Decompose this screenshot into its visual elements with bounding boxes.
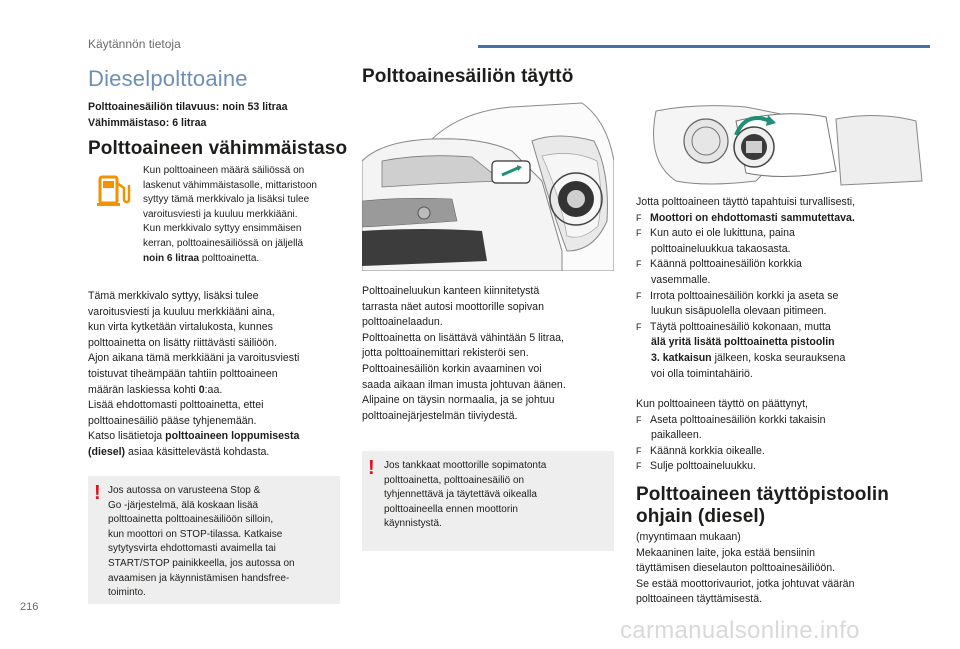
step-text: Käännä korkkia oikealle. xyxy=(650,444,765,457)
bullet-icon: F xyxy=(636,290,642,301)
misfuel-paragraph xyxy=(636,530,854,608)
text-line: sytytysvirta ehdottomasti avaimella tai xyxy=(108,543,276,555)
reference-link-text: (diesel) xyxy=(88,445,126,458)
text-line: Ajon aikana tämä merkkiääni ja varoitusviesti xyxy=(88,352,300,365)
step-item xyxy=(636,211,855,227)
step-item xyxy=(636,444,825,460)
text-fragment: polttoainetta. xyxy=(199,252,260,264)
bullet-icon: F xyxy=(636,212,642,223)
bold-text: älä yritä lisätä polttoainetta pistoolin xyxy=(651,336,835,349)
text-line: Kun merkkivalo syttyy ensimmäisen xyxy=(143,223,302,235)
step-text xyxy=(636,335,855,351)
warning-icon: ! xyxy=(94,482,101,504)
text-line: tarrasta näet autosi moottorille sopivan xyxy=(362,300,544,313)
tank-capacity xyxy=(88,100,288,131)
text-line: täyttämisen dieselauton polttoainesäiliöön. xyxy=(636,562,836,575)
text-fragment: jälkeen, koska seurauksena xyxy=(711,351,846,364)
step-text: Kun auto ei ole lukittuna, paina xyxy=(650,227,795,240)
text-line: toistuvat tiheämpään tahtiin polttoaineen xyxy=(88,367,278,380)
bold-amount: noin 6 litraa xyxy=(143,252,200,264)
step-text: Aseta polttoainesäiliön korkki takaisin xyxy=(650,413,826,426)
bold-zero: 0 xyxy=(198,383,205,396)
text-line: Kun polttoaineen määrä säiliössä on xyxy=(143,165,305,176)
text-line xyxy=(88,445,299,461)
text-line: avaamisen ja käynnistämisen handsfree- xyxy=(108,572,290,584)
page-title: Dieselpolttoaine xyxy=(88,66,248,91)
car-rear-illustration xyxy=(362,101,614,271)
step-item xyxy=(636,289,855,305)
wrong-fuel-warning-box xyxy=(362,451,614,551)
fuel-cap-illustration xyxy=(636,101,930,187)
bullet-icon: F xyxy=(636,228,642,239)
text-line: polttoainelaadun. xyxy=(362,316,443,329)
text-line: tyhjennettävä ja täytettävä oikealla xyxy=(384,489,537,501)
step-text: vasemmalle. xyxy=(651,273,711,286)
text-line: Jos autossa on varusteena Stop & xyxy=(108,485,261,496)
text-fragment: asiaa käsittelevästä kohdasta. xyxy=(125,445,270,458)
text-line: kun moottori on STOP-tilassa. Katkaise xyxy=(108,528,283,540)
text-fragment: :aa. xyxy=(204,383,223,396)
step-item xyxy=(636,257,855,273)
text-line: jotta polttoainemittari rekisteröi sen. xyxy=(362,347,529,360)
text-fragment: määrän laskiessa kohti xyxy=(88,383,199,396)
step-text: Irrota polttoainesäiliön korkki ja aseta se xyxy=(650,289,839,302)
text-line xyxy=(88,383,299,399)
text-line: Jotta polttoaineen täyttö tapahtuisi turvallisesti, xyxy=(636,196,856,208)
step-text: Täytä polttoainesäiliö kokonaan, mutta xyxy=(650,320,831,333)
warning-icon: ! xyxy=(368,457,375,479)
text-line xyxy=(143,252,317,267)
refuelling-heading: Polttoainesäiliön täyttö xyxy=(362,66,574,87)
fuel-pump-icon xyxy=(94,171,134,211)
text-line: Go -järjestelmä, älä koskaan lisää xyxy=(108,499,259,511)
step-text: luukun sisäpuolella olevaan pitimeen. xyxy=(651,305,827,318)
text-line: Tämä merkkivalo syttyy, lisäksi tulee xyxy=(88,290,259,302)
step-text: polttoaineluukkua takaosasta. xyxy=(651,242,791,255)
text-line: Se estää moottorivauriot, jotka johtuvat väärän xyxy=(636,577,855,590)
bullet-icon: F xyxy=(636,259,642,270)
text-line: Polttoainetta on lisättävä vähintään 5 litraa, xyxy=(362,331,565,344)
step-text: Sulje polttoaineluukku. xyxy=(650,460,757,473)
refuelling-steps xyxy=(636,195,855,382)
step-text: Moottori on ehdottomasti sammutettava. xyxy=(650,211,855,224)
text-line: käynnistystä. xyxy=(384,518,442,530)
text-line xyxy=(88,429,299,445)
watermark: carmanualsonline.info xyxy=(620,617,860,644)
text-line: polttoainetta on lisätty riittävästi säiliöön. xyxy=(88,336,278,349)
min-level-description xyxy=(143,164,317,266)
after-refuelling-steps xyxy=(636,397,825,475)
text-line: polttoainesäiliö pääse tyhjenemään. xyxy=(88,414,257,427)
text-line: kerran, polttoainesäiliössä on jäljellä xyxy=(143,237,304,249)
text-fragment: Katso lisätietoja xyxy=(88,430,166,443)
text-line: polttoainejärjestelmän tiiviydestä. xyxy=(362,409,518,422)
bullet-icon: F xyxy=(636,461,642,472)
step-text: Käännä polttoainesäiliön korkkia xyxy=(650,258,802,271)
text-line: varoitusviesti ja kuuluu merkkiääni aina, xyxy=(88,305,275,318)
text-line: Lisää ehdottomasti polttoainetta, ettei xyxy=(88,399,264,412)
min-level-heading: Polttoaineen vähimmäistaso xyxy=(88,138,348,159)
reference-link-text: polttoaineen loppumisesta xyxy=(165,430,300,443)
step-item xyxy=(636,320,855,336)
bold-text: 3. katkaisun xyxy=(651,351,712,364)
text-line: Mekaaninen laite, joka estää bensiinin xyxy=(636,546,816,559)
bullet-icon: F xyxy=(636,321,642,332)
section-header: Käytännön tietoja xyxy=(88,37,181,51)
text-line: Alipaine on täysin normaalia, ja se johtuu xyxy=(362,394,555,407)
text-line: toiminto. xyxy=(108,587,146,599)
text-line: Polttoainesäiliön korkin avaaminen voi xyxy=(362,362,542,375)
text-line: varoitusviesti ja kuuluu merkkiääni. xyxy=(143,208,298,220)
text-line: Jos tankkaat moottorille sopimatonta xyxy=(384,460,547,471)
text-line: (myyntimaan mukaan) xyxy=(636,531,741,543)
refuelling-paragraph xyxy=(362,284,566,424)
text-line: Polttoaineluukun kanteen kiinnitetystä xyxy=(362,285,540,297)
heading-line: Polttoaineen täyttöpistoolin xyxy=(636,484,889,505)
text-line: START/STOP painikkeella, jos autossa on xyxy=(108,557,295,569)
step-text xyxy=(636,351,855,367)
heading-line: ohjain (diesel) xyxy=(636,506,766,527)
text-line: kun virta kytketään virtalukosta, kunnes xyxy=(88,321,273,334)
warning-text xyxy=(108,484,295,601)
step-item xyxy=(636,413,825,429)
reserve-text: Vähimmäistaso: 6 litraa xyxy=(88,116,207,129)
text-line: polttoaineen täyttämisestä. xyxy=(636,593,763,606)
misfuel-heading xyxy=(636,484,889,528)
step-text: voi olla toimintahäiriö. xyxy=(651,367,753,380)
text-line: syttyy tämä merkkivalo ja lisäksi tulee xyxy=(143,194,310,206)
text-line: saada aikaan ilman imusta johtuvan äänen. xyxy=(362,378,566,391)
bullet-icon: F xyxy=(636,414,642,425)
warning-text xyxy=(384,459,546,532)
capacity-text: Polttoainesäiliön tilavuus: noin 53 litraa xyxy=(88,101,288,113)
step-item xyxy=(636,459,825,475)
bullet-icon: F xyxy=(636,445,642,456)
text-line: polttoaineella ennen moottorin xyxy=(384,503,518,515)
step-item xyxy=(636,226,855,242)
text-line: laskenut vähimmäistasolle, mittaristoon xyxy=(143,179,317,191)
text-line: polttoainetta, polttoainesäiliö on xyxy=(384,474,525,486)
text-line: polttoainetta polttoainesäiliöön silloin, xyxy=(108,514,274,526)
stop-go-warning-box xyxy=(88,476,340,604)
header-accent-bar xyxy=(478,45,930,48)
step-text: paikalleen. xyxy=(651,429,702,442)
page-number: 216 xyxy=(20,601,39,613)
text-line: Kun polttoaineen täyttö on päättynyt, xyxy=(636,398,808,410)
min-level-paragraph xyxy=(88,289,299,461)
